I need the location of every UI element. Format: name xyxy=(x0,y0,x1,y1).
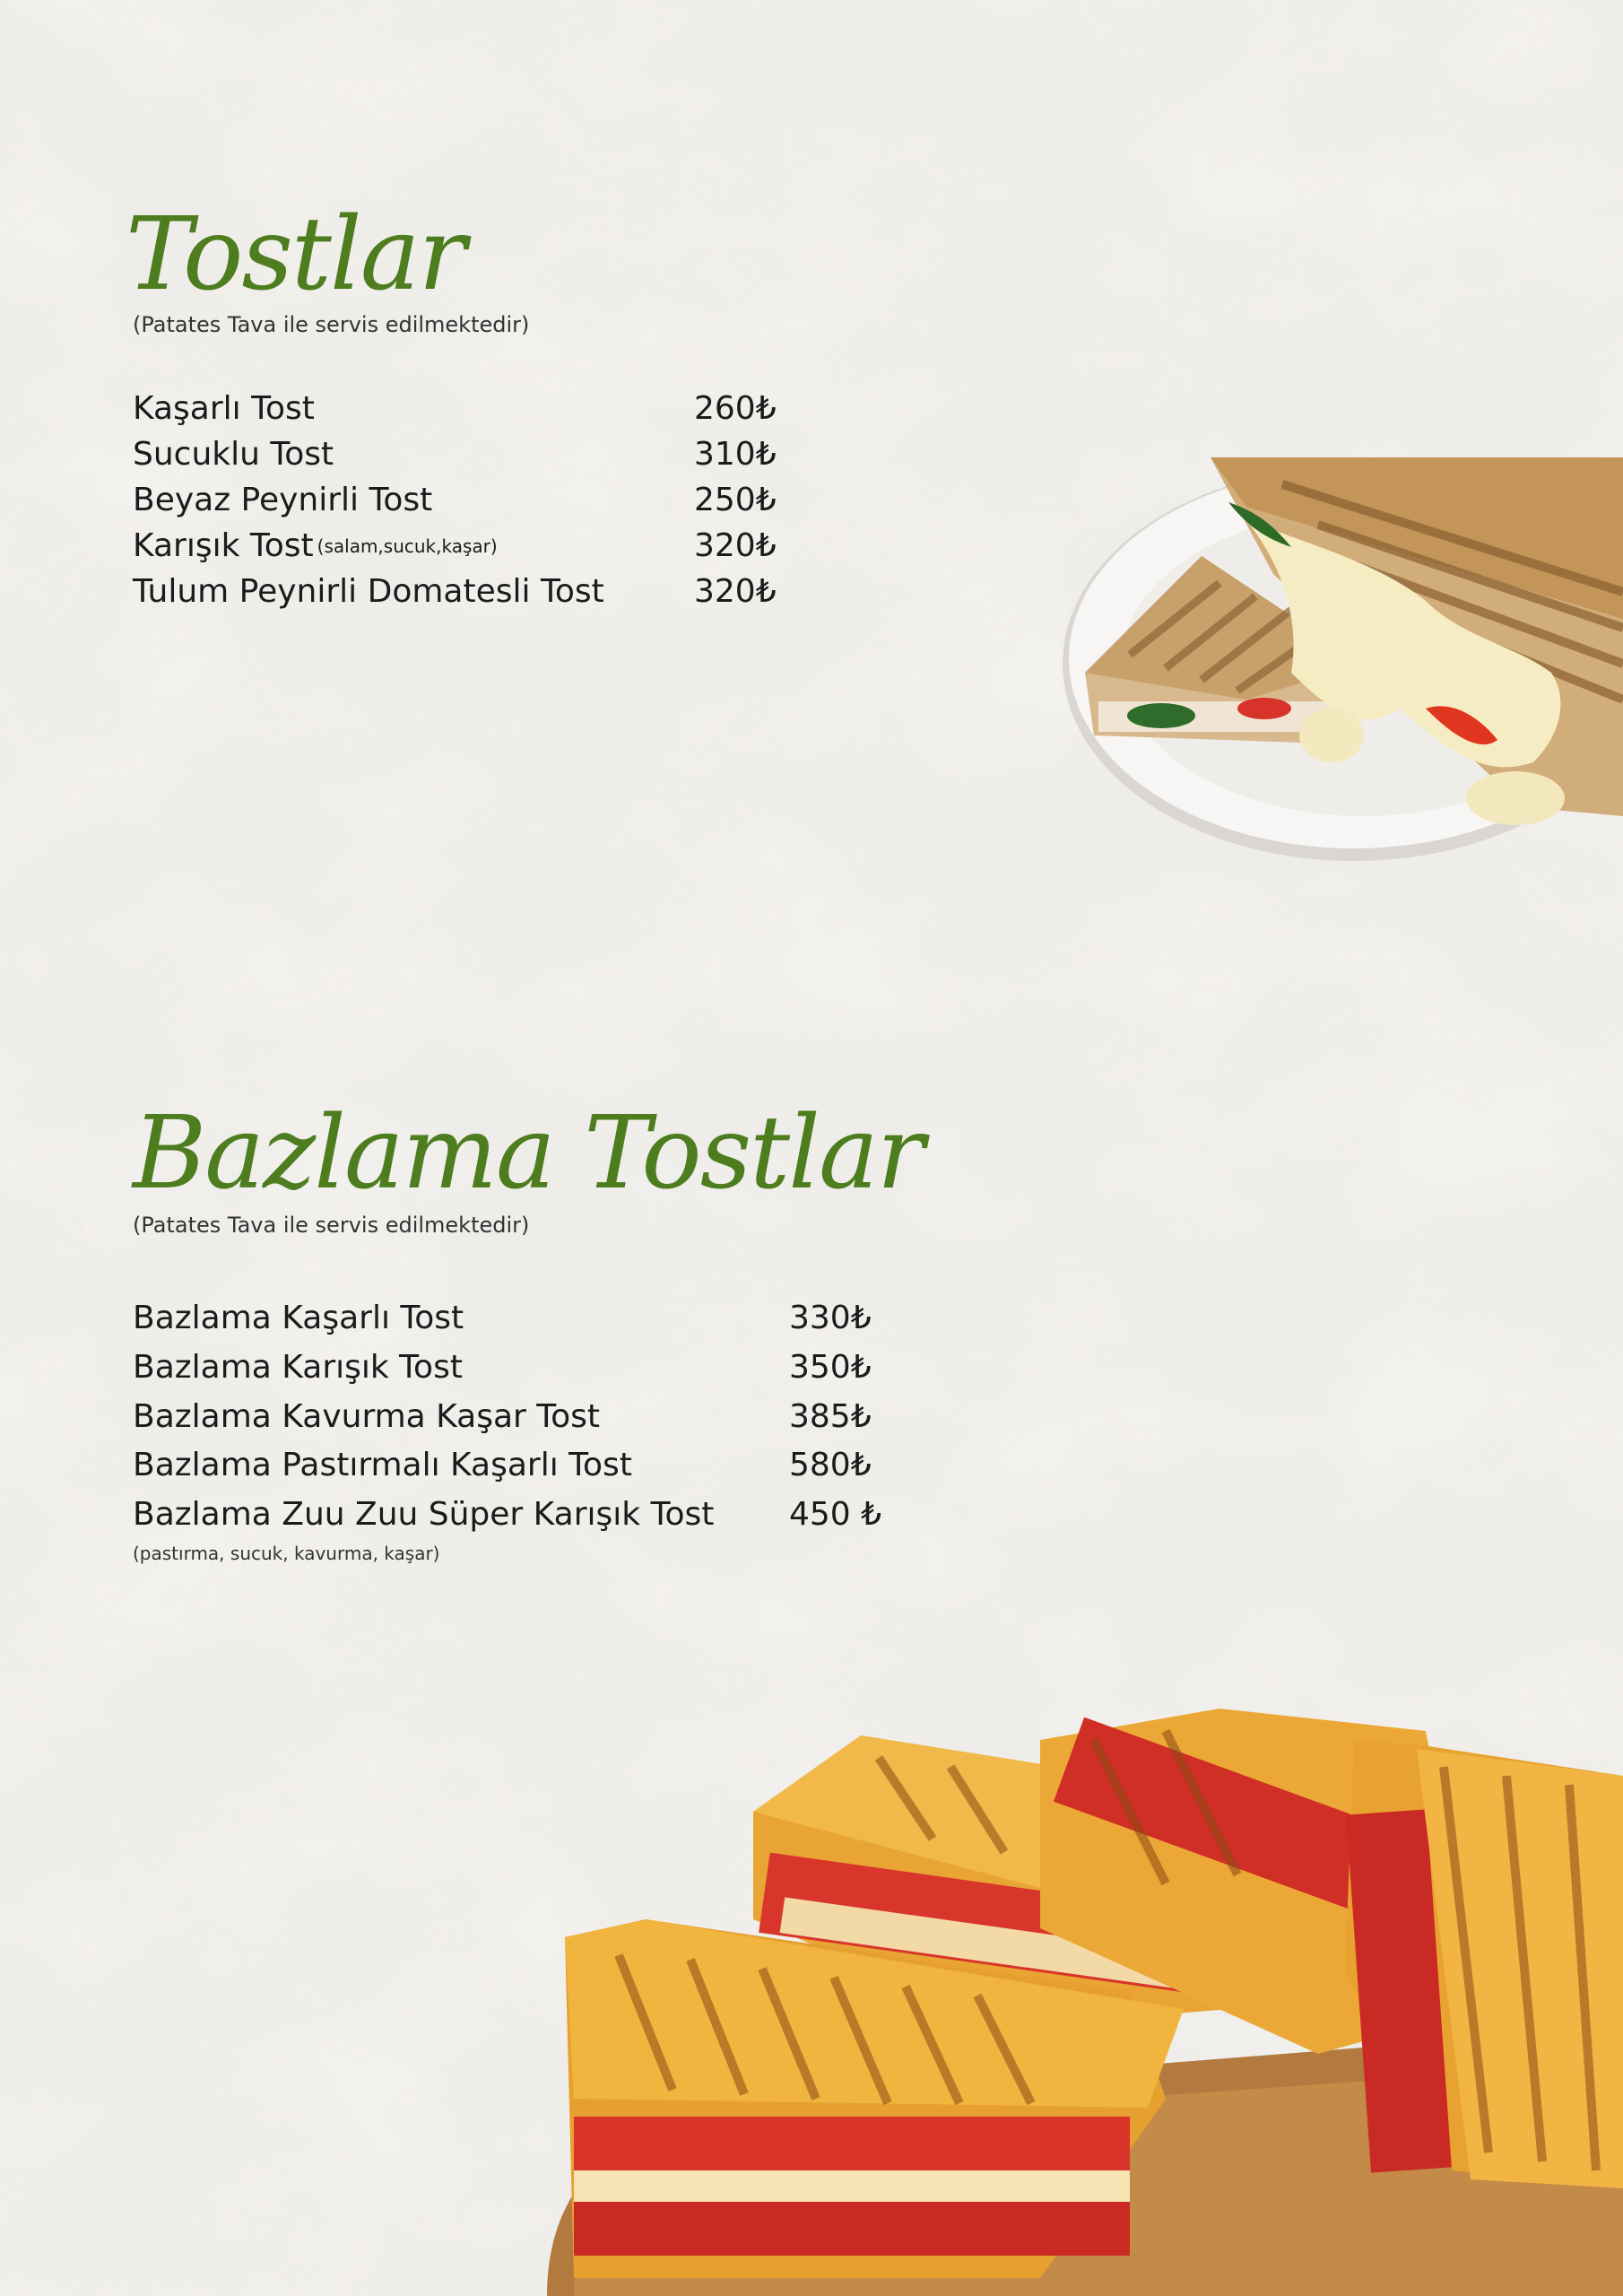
item-name: Beyaz Peynirli Tost xyxy=(133,482,433,518)
section-title: Bazlama Tostlar xyxy=(133,1095,924,1212)
item-price: 450 ₺ xyxy=(789,1496,882,1533)
item-price: 330₺ xyxy=(789,1300,872,1336)
item-name: Bazlama Zuu Zuu Süper Karışık Tost xyxy=(133,1496,715,1533)
item-price: 320₺ xyxy=(694,527,777,564)
item-name: Karışık Tost xyxy=(133,527,314,564)
section-title: Tostlar xyxy=(126,196,465,313)
item-price: 385₺ xyxy=(789,1398,872,1435)
section-subtitle: (Patates Tava ile servis edilmektedir) xyxy=(133,312,530,337)
item-name: Bazlama Karışık Tost xyxy=(133,1349,463,1386)
item-price: 250₺ xyxy=(694,482,777,518)
item-name: Tulum Peynirli Domatesli Tost xyxy=(133,573,604,610)
item-name: Bazlama Kaşarlı Tost xyxy=(133,1300,464,1336)
item-price: 310₺ xyxy=(694,436,777,473)
toast-sandwich-photo xyxy=(977,439,1623,892)
item-price: 580₺ xyxy=(789,1447,872,1483)
item-name: Kaşarlı Tost xyxy=(133,390,315,427)
item-name: Bazlama Pastırmalı Kaşarlı Tost xyxy=(133,1447,632,1483)
item-note: (salam,sucuk,kaşar) xyxy=(317,535,498,557)
item-name: Bazlama Kavurma Kaşar Tost xyxy=(133,1398,601,1435)
item-name: Sucuklu Tost xyxy=(133,436,334,473)
bazlama-toast-photo xyxy=(538,1704,1623,2296)
section-subtitle: (Patates Tava ile servis edilmektedir) xyxy=(133,1213,530,1238)
item-price: 320₺ xyxy=(694,573,777,610)
item-price: 260₺ xyxy=(694,390,777,427)
item-footnote: (pastırma, sucuk, kavurma, kaşar) xyxy=(133,1543,440,1564)
item-price: 350₺ xyxy=(789,1349,872,1386)
